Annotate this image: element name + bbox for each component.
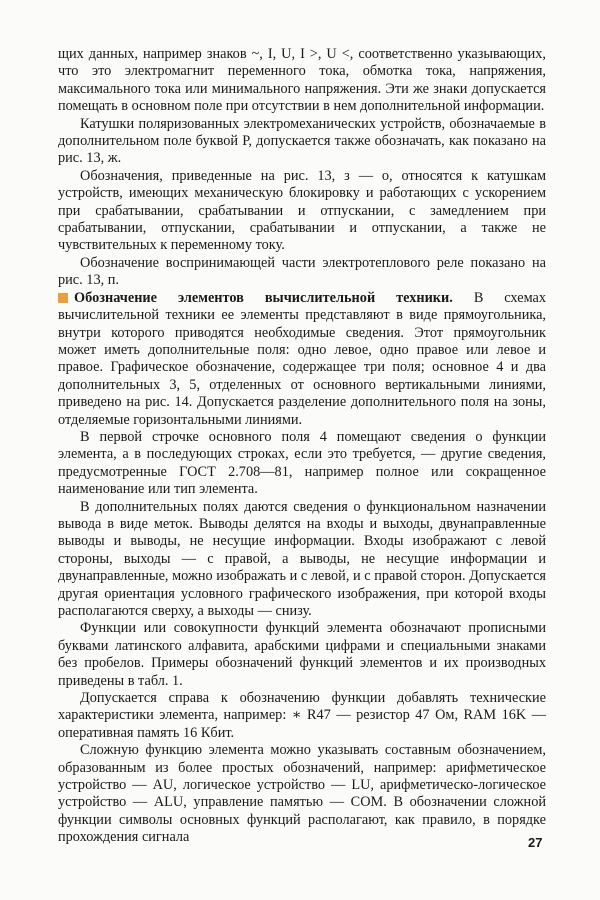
- paragraph: Допускается справа к обозначению функции добавлять технические характеристики элемента, например: ∗ R47 — резистор 47 Ом, RAM 16K — оперативная память 16 Кбит.: [58, 690, 546, 741]
- paragraph: Функции или совокупности функций элемента обозначают прописными буквами латинского алфавита, арабскими цифрами и специальными знаками без пробелов. Примеры обозначений функций элементов и их производных приведены в табл. 1.: [58, 620, 546, 689]
- section-heading: Обозначение элементов вычислительной техники.: [74, 289, 453, 306]
- body-text: [58, 46, 546, 847]
- paragraph: В первой строчке основного поля 4 помещают сведения о функции элемента, а в последующих строках, если это требуется, — другие сведения, предусмотренные ГОСТ 2.708—81, например полное или сокращенное наименование или тип элемента.: [58, 428, 546, 498]
- paragraph: Обозначение воспринимающей части электротеплового реле показано на рис. 13, п.: [58, 254, 546, 289]
- page-number: 27: [528, 835, 543, 850]
- paragraph: Обозначения, приведенные на рис. 13, з — о, относятся к катушкам устройств, имеющих механическую блокировку и работающих с ускорением при срабатывании, срабатывании и отпускании, с замедлением при срабатывании, отпускании, срабатывании и отпускании, а также не чувствительных к переменному току.: [58, 167, 546, 254]
- section-text: В схемах вычислительной техники ее элементы представляют в виде прямоугольника, внутри которого приводятся необходимые сведения. Этот прямоугольник может иметь дополнительные поля: одно левое, одно правое или левое и правое. Графическое обозначение, содержащее три поля; основное 4 и два дополнительных 3, 5, отделенных от основного вертикальными линиями, приведено на рис. 14. Допускается разделение дополнительного поля на зоны, отделяемые горизонтальными линиями.: [58, 289, 547, 428]
- paragraph: Катушки поляризованных электромеханических устройств, обозначаемые в дополнительном поле буквой Р, допускается также обозначать, как показано на рис. 13, ж.: [58, 115, 546, 167]
- paragraph: Сложную функцию элемента можно указывать составным обозначением, образованным из более простых обозначений, например: арифметическое устройство — AU, логическое устройство — LU, арифметическо-логическое устройство — ALU, управление памятью — COM. В обозначении сложной функции символы основных функций располагают, как правило, в порядке прохождения сигнала: [58, 742, 546, 846]
- paragraph: В дополнительных полях даются сведения о функциональном назначении вывода в виде меток. Выводы делятся на входы и выходы, двунаправленные выводы и выводы, не несущие информации. Входы изображают с левой стороны, выходы — с правой, а выводы, не несущие информации и двунаправленные, можно изображать и с левой, и с правой сторон. Допускается другая ориентация условного графического изображения, при которой входы располагаются сверху, а выходы — снизу.: [58, 498, 546, 619]
- section-paragraph: [58, 290, 546, 429]
- section-bullet-icon: [58, 293, 68, 303]
- paragraph-continued: щих данных, например знаков ~, I, U, I >, U <, соответственно указывающих, что это электромагнит переменного тока, обмотка тока, напряжения, максимального тока или минимального напряжения. Эти же знаки допускается помещать в основном поле при отсутствии в нем дополнительной информации.: [58, 46, 546, 115]
